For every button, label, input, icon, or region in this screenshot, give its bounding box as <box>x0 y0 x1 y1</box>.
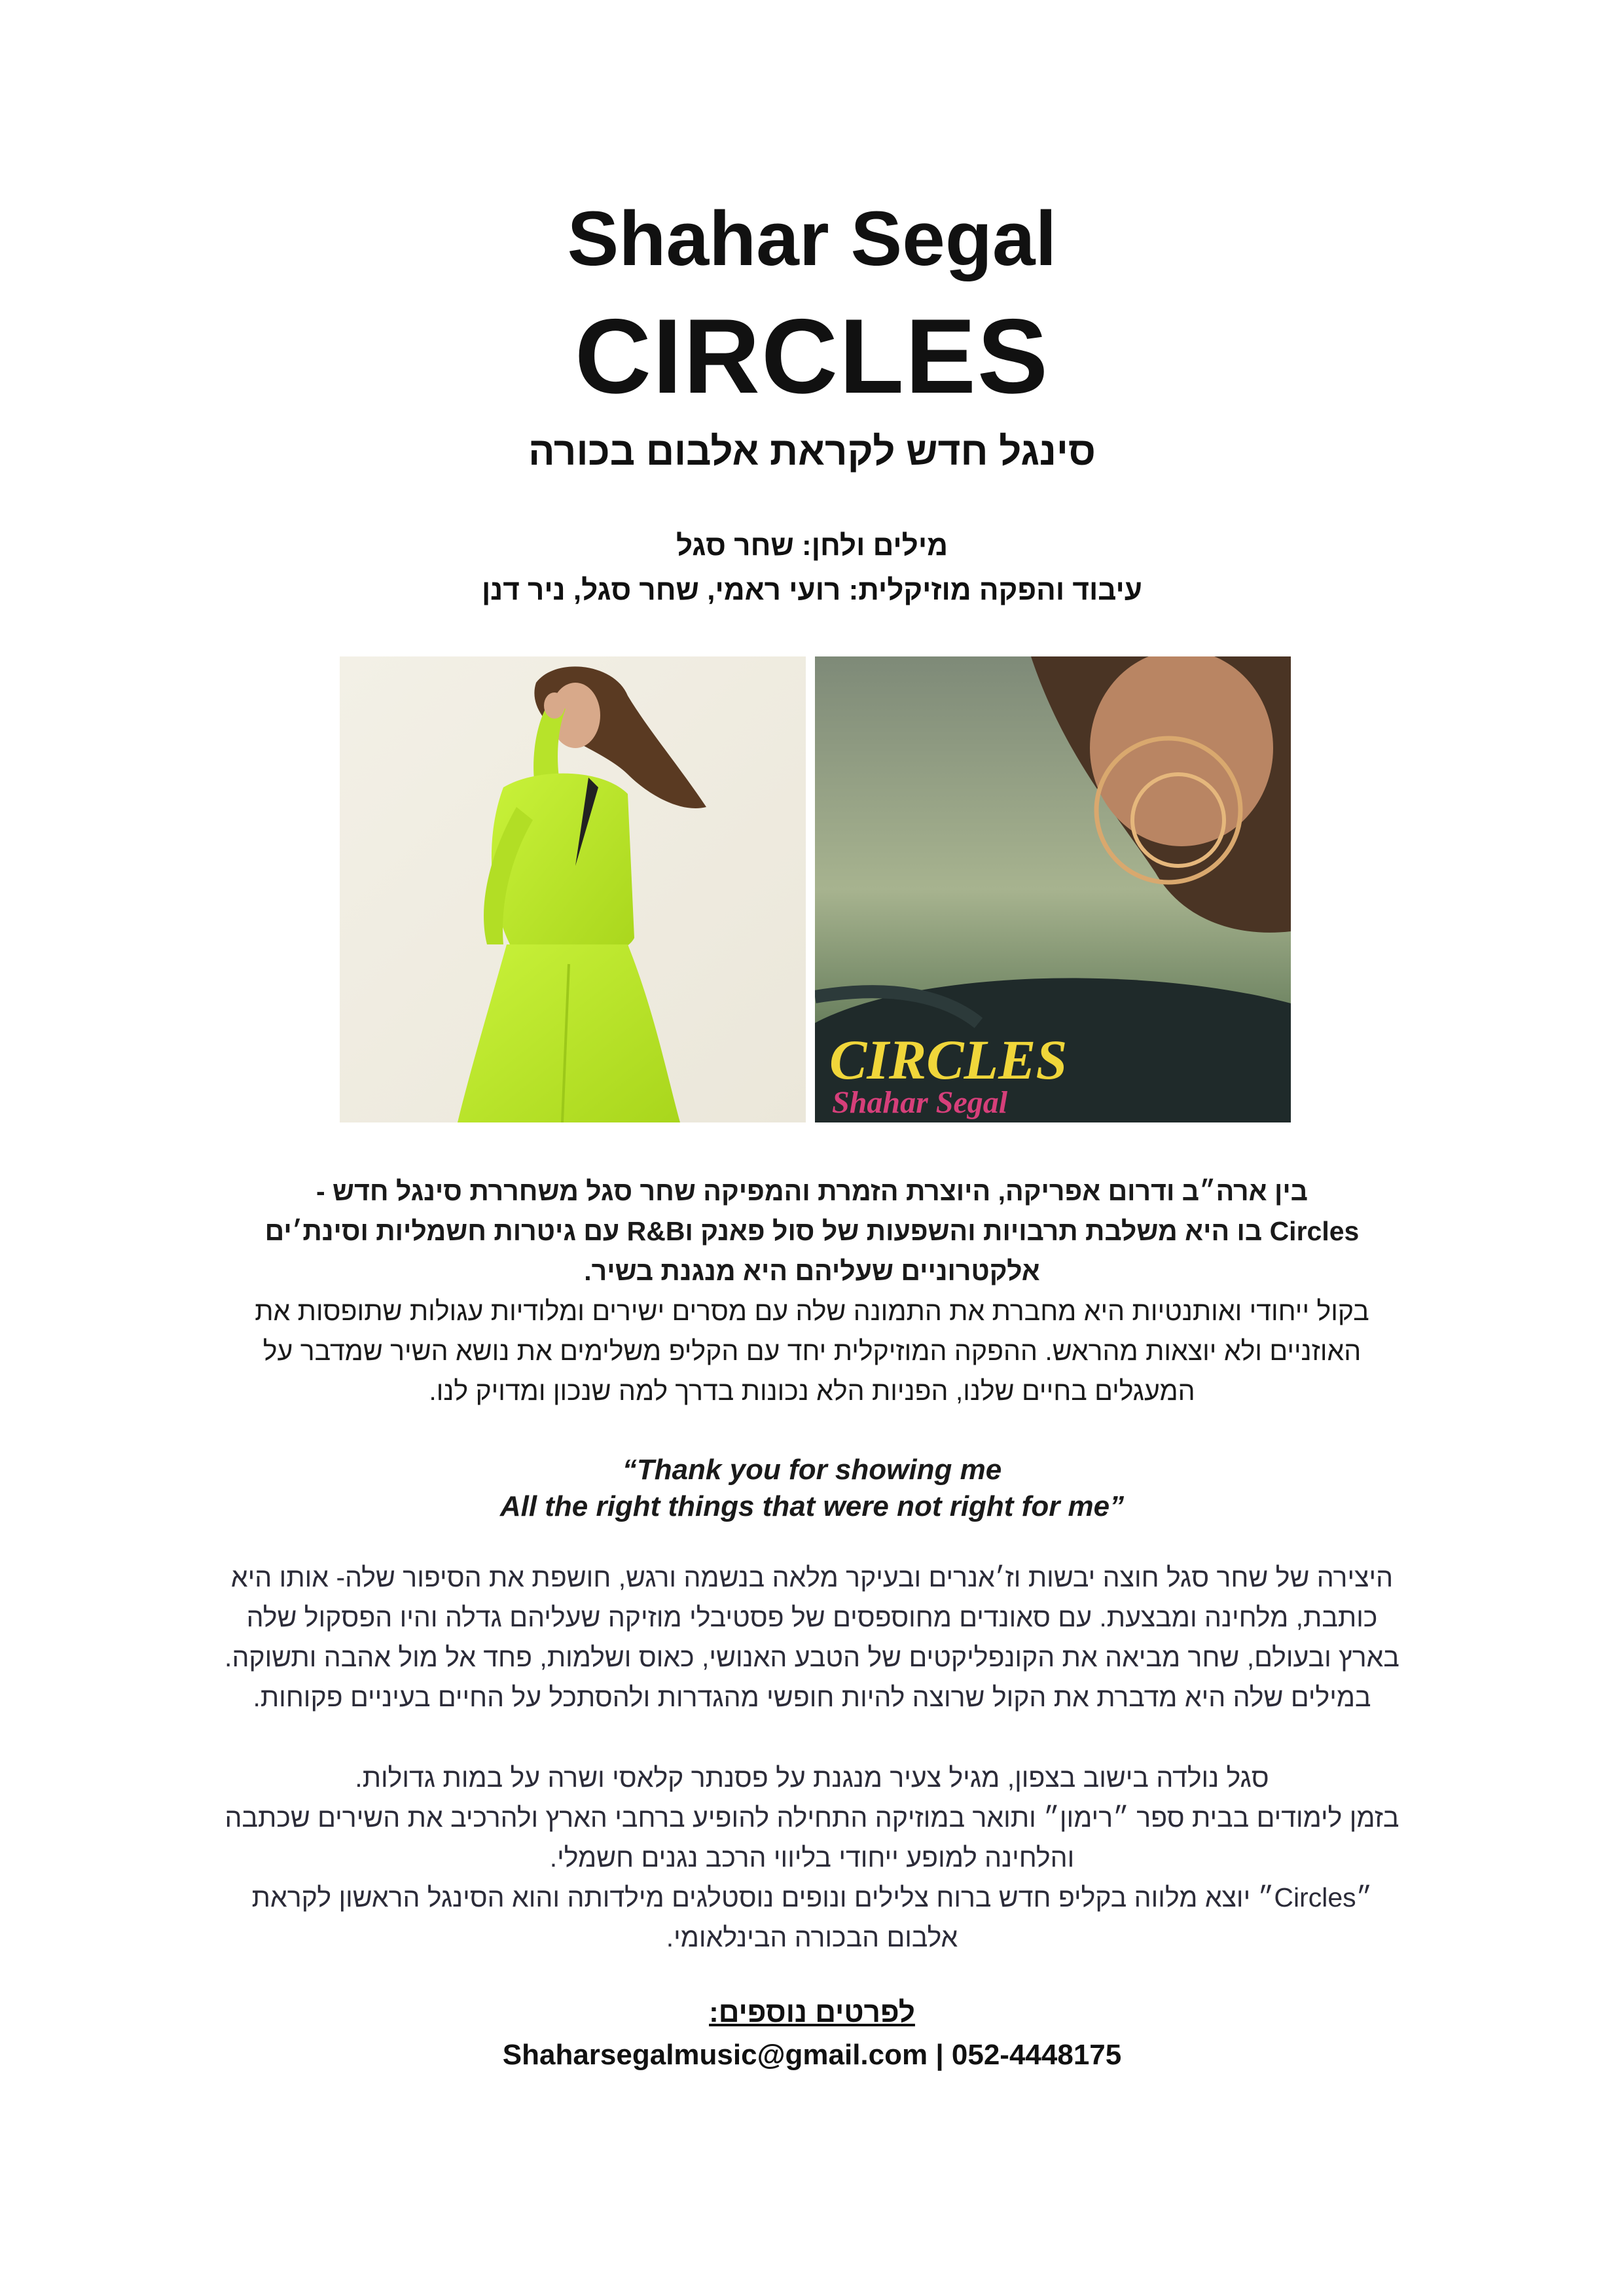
single-title: CIRCLES <box>574 297 1050 416</box>
bio-line: אלבום הבכורה הבינלאומי. <box>666 1922 958 1952</box>
contact-details[interactable]: Shaharsegalmusic@gmail.com | 052-4448175 <box>502 2039 1122 2071</box>
about-paragraph <box>196 1558 1428 1717</box>
quote-line: “Thank you for showing me <box>622 1454 1002 1486</box>
intro-line: אלקטרוניים שעליהם היא מנגנת בשיר. <box>584 1256 1040 1286</box>
quote-line: All the right things that were not right for me” <box>499 1490 1125 1522</box>
intro-line: האוזניים ולא יוצאות מהראש. ההפקה המוזיקלית יחד עם הקליפ משלימים את נושא השיר שמדבר על <box>262 1336 1362 1366</box>
bio-line: והלחינה למופע ייחודי בליווי הרכב נגנים חשמלי. <box>549 1842 1075 1873</box>
credit-production: עיבוד והפקה מוזיקלית: רועי ראמי, שחר סגל, ניר דנן <box>481 574 1143 606</box>
about-line: במילים שלה היא מדברת את הקול שרוצה להיות חופשי מהגדרות ולהסתכל על החיים בעיניים פקוחות. <box>253 1682 1371 1712</box>
artist-name: Shahar Segal <box>567 196 1057 282</box>
subtitle: סינגל חדש לקראת אלבום בכורה <box>528 429 1096 473</box>
bio-line: ״Circles״ יוצא מלווה בקליפ חדש ברוח צלילים ונופים נוסטלגים מילדותה והוא הסינגל הראשון לקראת <box>251 1882 1373 1912</box>
about-line: כותבת, מלחינה ומבצעת. עם סאונדים מחוספסים של פסטיבלי מוזיקה שעליהם גדלה והיו הפסקול שלה <box>246 1602 1378 1632</box>
cover-title-text: CIRCLES <box>829 1028 1068 1091</box>
intro-line: בקול ייחודי ואותנטיות היא מחברת את התמונה שלה עם מסרים ישירים ומלודיות עגולות שתופסות את <box>255 1296 1369 1326</box>
intro-line: Circles בו היא משלבת תרבויות והשפעות של סול פאנק וR&B עם גיטרות חשמליות וסינת׳ים <box>264 1216 1360 1246</box>
artist-portrait-photo <box>340 656 806 1122</box>
intro-paragraph <box>196 1172 1428 1411</box>
bio-line: בזמן לימודים בבית ספר ״רימון״ ותואר במוזיקה התחילה להופיע ברחבי הארץ ולהרכיב את השירים שכתבה <box>225 1803 1399 1833</box>
cover-illustration <box>815 656 1291 1122</box>
about-line: היצירה של שחר סגל חוצה יבשות וז׳אנרים ובעיקר מלאה בנשמה ורגש, חושפת את הסיפור שלה- אותו היא <box>230 1562 1394 1592</box>
intro-line: בין ארה״ב ודרום אפריקה, היוצרת הזמרת והמפיקה שחר סגל משחררת סינגל חדש - <box>316 1176 1308 1206</box>
contact-label: לפרטים נוספים: <box>709 1996 915 2028</box>
lyric-quote <box>196 1452 1428 1525</box>
bio-line: סגל נולדה בישוב בצפון, מגיל צעיר מנגנת על פסנתר קלאסי ושרה על במות גדולות. <box>355 1763 1269 1793</box>
single-cover-art <box>815 656 1291 1122</box>
cover-artist-text: Shahar Segal <box>832 1085 1008 1120</box>
intro-line: המעגלים בחיים שלנו, הפניות הלא נכונות בדרך למה שנכון ומדויק לנו. <box>429 1376 1195 1406</box>
about-line: בארץ ובעולם, שחר מביאה את הקונפליקטים של הטבע האנושי, כאוס ושלמות, פחד אל מול אהבה ותשוקה. <box>225 1642 1399 1672</box>
bio-paragraph <box>196 1758 1428 1958</box>
portrait-illustration <box>340 656 806 1122</box>
credit-lyrics-music: מילים ולחן: שחר סגל <box>676 529 948 562</box>
